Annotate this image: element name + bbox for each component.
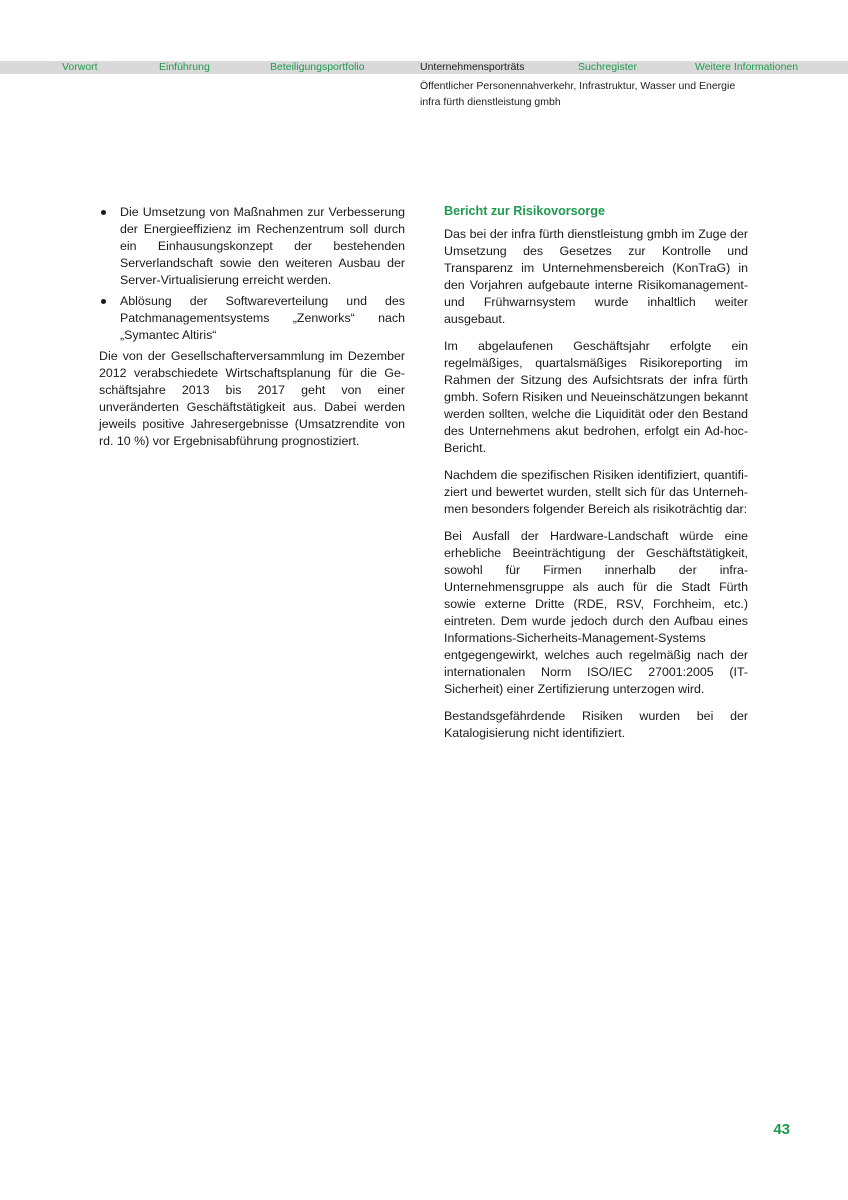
bullet-text: Ablösung der Softwareverteilung und des Patchmanagementsystems „Zenworks“ nach „Symantec Altiris“ bbox=[120, 294, 405, 342]
left-column bbox=[99, 204, 405, 460]
bullet-text: Die Umsetzung von Maßnahmen zur Verbesserung der Energieeffizienz im Rechenzentrum soll durch ein Einhausungskonzept der bestehenden Serverlandschaft sowie den weiteren Ausbau der Server-Virtualisierung erreicht werden. bbox=[120, 205, 405, 287]
body-paragraph: Das bei der infra fürth dienstleistung gmbh im Zuge der Umsetzung des Gesetzes zur Kontrolle und Transparenz im Unternehmensbereich (KonTraG) in den Vorjahren aufgebaute interne Risikomanagement- und Frühwarnsystem wurde inhaltlich weiter ausgebaut. bbox=[444, 227, 748, 326]
breadcrumb-category: Öffentlicher Personennahverkehr, Infrastruktur, Wasser und Energie bbox=[420, 80, 736, 92]
bullet-list bbox=[99, 204, 405, 344]
bullet-icon bbox=[101, 299, 106, 304]
nav-current-unternehmensportraets: Unternehmensporträts bbox=[420, 61, 525, 73]
nav-link-beteiligungsportfolio[interactable]: Beteiligungsportfolio bbox=[270, 61, 365, 73]
body-paragraph: Bestandsgefährdende Risiken wurden bei der Katalogisierung nicht identifiziert. bbox=[444, 709, 748, 740]
nav-link-suchregister[interactable]: Suchregister bbox=[578, 61, 637, 73]
nav-link-weitere-informationen[interactable]: Weitere Informationen bbox=[695, 61, 799, 73]
list-item bbox=[99, 204, 405, 289]
section-heading: Bericht zur Risikovorsorge bbox=[444, 204, 605, 218]
body-paragraph: Bei Ausfall der Hardware-Landschaft würde eine erhebliche Beeinträchtigung der Geschäftstätigkeit, sowohl für Firmen innerhalb der infra-Unternehmensgruppe als auch für die Stadt Fürth sowie externe Dritte (RDE, RSV, Forchheim, etc.) eintreten. Dem wurde jedoch durch den Aufbau eines Informations-Sicherheits-Management-Systems entgegengewirkt, welches auch regelmäßig nach der internationalen Norm ISO/IEC 27001:2005 (IT-Sicherheit) einer Zertifizierung unterzogen wird. bbox=[444, 529, 748, 696]
nav-link-vorwort[interactable]: Vorwort bbox=[62, 61, 98, 73]
bullet-icon bbox=[101, 210, 106, 215]
body-paragraph: Die von der Gesellschafterversammlung im Dezember 2012 verabschiedete Wirtschaftsplanung für die Geschäftsjahre 2013 bis 2017 geht von einer unveränderten Geschäftstätigkeit aus. Dabei werden jeweils positive Jahresergebnisse (Umsatzrendite von rd. 10 %) vor Ergebnisabführung prognostiziert. bbox=[99, 349, 405, 448]
right-column bbox=[444, 203, 748, 752]
list-item bbox=[99, 293, 405, 344]
body-paragraph: Im abgelaufenen Geschäftsjahr erfolgte ein regelmäßiges, quartalsmäßiges Risikoreporting im Rahmen der Sitzung des Aufsichtsrats der infra fürth gmbh. Sofern Risiken und Neueinschätzungen bekannt werden sollten, welche die Liquidität oder den Bestand des Unternehmens akut bedrohen, erfolgt ein Ad-hoc-Bericht. bbox=[444, 339, 748, 455]
body-paragraph: Nachdem die spezifischen Risiken identifiziert, quantifiziert und bewertet wurden, stellt sich für das Unternehmen besonders folgender Bereich als risikoträchtig dar: bbox=[444, 468, 748, 516]
breadcrumb-company: infra fürth dienstleistung gmbh bbox=[420, 96, 561, 108]
nav-link-einfuehrung[interactable]: Einführung bbox=[159, 61, 210, 73]
page-number: 43 bbox=[773, 1121, 790, 1138]
